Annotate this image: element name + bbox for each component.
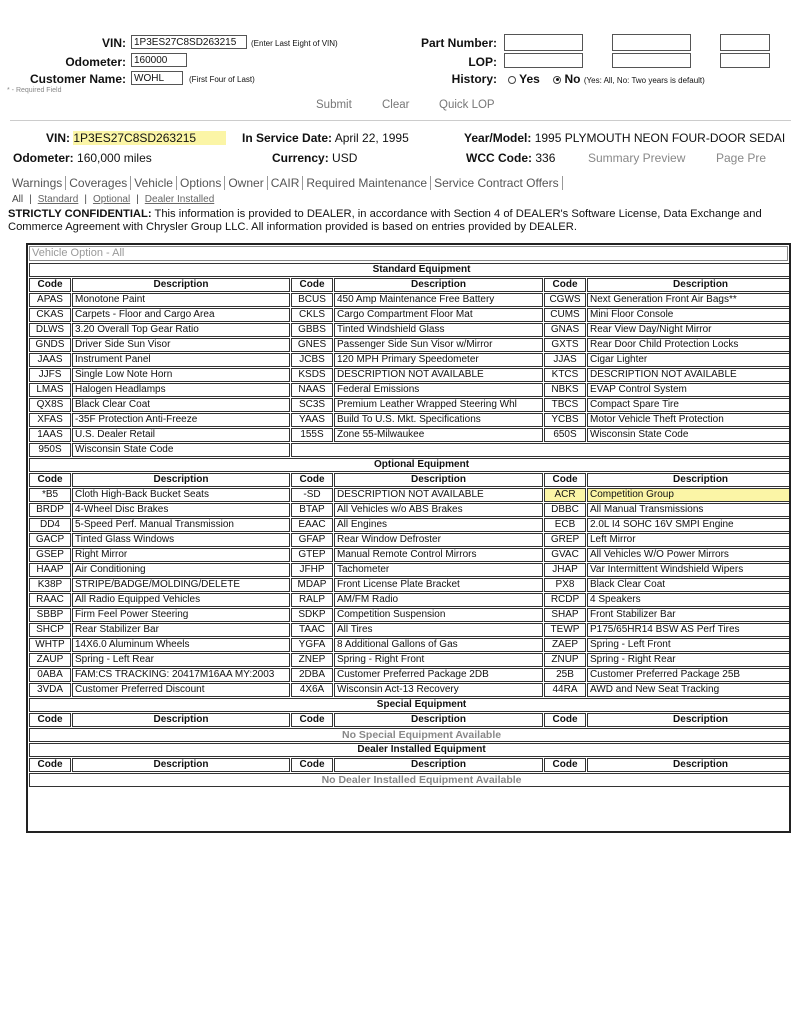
option-description: Front Stabilizer Bar bbox=[587, 608, 791, 622]
option-code: GNDS bbox=[29, 338, 71, 352]
col-code-header: Code bbox=[29, 278, 71, 292]
option-description: Black Clear Coat bbox=[587, 578, 791, 592]
option-code: 155S bbox=[291, 428, 333, 442]
option-code: GSEP bbox=[29, 548, 71, 562]
page-preview-link[interactable]: Page Pre bbox=[716, 151, 767, 165]
option-code: 25B bbox=[544, 668, 586, 682]
subtab-dealer-installed[interactable]: Dealer Installed bbox=[144, 194, 215, 205]
option-code: LMAS bbox=[29, 383, 71, 397]
empty-row bbox=[29, 773, 791, 787]
option-description: 4-Wheel Disc Brakes bbox=[72, 503, 290, 517]
col-code-header: Code bbox=[29, 473, 71, 487]
option-description: Cloth High-Back Bucket Seats bbox=[72, 488, 290, 502]
customer-name-label: Customer Name: bbox=[29, 72, 126, 86]
option-description: Monotone Paint bbox=[72, 293, 290, 307]
option-code: YGFA bbox=[291, 638, 333, 652]
option-description: All Engines bbox=[334, 518, 543, 532]
summary-vin bbox=[46, 131, 226, 145]
odometer-label: Odometer: bbox=[65, 55, 126, 69]
customer-name-note: (First Four of Last) bbox=[189, 75, 255, 84]
option-code: WHTP bbox=[29, 638, 71, 652]
wcc-value: 336 bbox=[535, 151, 556, 165]
part-number-input-3[interactable] bbox=[720, 34, 770, 51]
table-title: Vehicle Option - All bbox=[29, 246, 788, 261]
option-code: GREP bbox=[544, 533, 586, 547]
option-code: JCBS bbox=[291, 353, 333, 367]
option-code: SHCP bbox=[29, 623, 71, 637]
table-row bbox=[29, 593, 791, 607]
option-code: XFAS bbox=[29, 413, 71, 427]
vehicle-option-table bbox=[26, 243, 791, 833]
section-title: Special Equipment bbox=[29, 698, 791, 712]
summary-odometer-value: 160,000 miles bbox=[77, 151, 152, 165]
option-code: ZAUP bbox=[29, 653, 71, 667]
col-code-header: Code bbox=[291, 473, 333, 487]
option-description: Rear Stabilizer Bar bbox=[72, 623, 290, 637]
option-description: -35F Protection Anti-Freeze bbox=[72, 413, 290, 427]
option-code: JFHP bbox=[291, 563, 333, 577]
lop-label: LOP: bbox=[468, 55, 497, 69]
option-description: Firm Feel Power Steering bbox=[72, 608, 290, 622]
currency-value: USD bbox=[332, 151, 358, 165]
option-code: CGWS bbox=[544, 293, 586, 307]
history-label: History: bbox=[451, 72, 497, 86]
option-description: Next Generation Front Air Bags** bbox=[587, 293, 791, 307]
history-yes-label: Yes bbox=[519, 72, 540, 86]
column-header-row bbox=[29, 713, 791, 727]
subtab-optional[interactable]: Optional bbox=[92, 194, 131, 205]
column-header-row bbox=[29, 758, 791, 772]
option-description: STRIPE/BADGE/MOLDING/DELETE bbox=[72, 578, 290, 592]
option-description: Cargo Compartment Floor Mat bbox=[334, 308, 543, 322]
option-code: GFAP bbox=[291, 533, 333, 547]
option-description: All Vehicles W/O Power Mirrors bbox=[587, 548, 791, 562]
option-description: Right Mirror bbox=[72, 548, 290, 562]
option-description: Competition Group bbox=[587, 488, 791, 502]
summary-service-date bbox=[242, 131, 409, 145]
col-code-header: Code bbox=[29, 713, 71, 727]
option-description: EVAP Control System bbox=[587, 383, 791, 397]
col-code-header: Code bbox=[544, 713, 586, 727]
option-code: 0ABA bbox=[29, 668, 71, 682]
option-description: DESCRIPTION NOT AVAILABLE bbox=[334, 488, 543, 502]
year-model-value: 1995 PLYMOUTH NEON FOUR-DOOR SEDAI bbox=[534, 131, 786, 145]
option-code: YCBS bbox=[544, 413, 586, 427]
option-code: JJFS bbox=[29, 368, 71, 382]
table-row bbox=[29, 548, 791, 562]
no-equipment-message: No Dealer Installed Equipment Available bbox=[29, 773, 791, 787]
option-code: PX8 bbox=[544, 578, 586, 592]
option-code: GNES bbox=[291, 338, 333, 352]
option-code: *B5 bbox=[29, 488, 71, 502]
col-description-header: Description bbox=[587, 713, 791, 727]
col-description-header: Description bbox=[587, 758, 791, 772]
tab-owner[interactable]: Owner bbox=[225, 176, 267, 190]
option-code: CUMS bbox=[544, 308, 586, 322]
vin-input[interactable]: 1P3ES27C8SD263215 bbox=[131, 35, 247, 49]
option-code: SHAP bbox=[544, 608, 586, 622]
option-description: Var Intermittent Windshield Wipers bbox=[587, 563, 791, 577]
options-table bbox=[28, 262, 791, 788]
subtab-standard[interactable]: Standard bbox=[37, 194, 79, 205]
col-description-header: Description bbox=[334, 278, 543, 292]
tab-warnings[interactable]: Warnings bbox=[12, 176, 66, 190]
option-code: K38P bbox=[29, 578, 71, 592]
year-model-label: Year/Model: bbox=[464, 131, 532, 145]
col-description-header: Description bbox=[587, 473, 791, 487]
column-header-row bbox=[29, 473, 791, 487]
section-title: Dealer Installed Equipment bbox=[29, 743, 791, 757]
option-description: FAM:CS TRACKING: 20417M16AA MY:2003 bbox=[72, 668, 290, 682]
option-description: All Tires bbox=[334, 623, 543, 637]
option-description: Spring - Left Rear bbox=[72, 653, 290, 667]
table-row bbox=[29, 308, 791, 322]
section-header-row bbox=[29, 698, 791, 712]
col-description-header: Description bbox=[334, 473, 543, 487]
option-description: All Manual Transmissions bbox=[587, 503, 791, 517]
option-description: Passenger Side Sun Visor w/Mirror bbox=[334, 338, 543, 352]
option-code: ZNUP bbox=[544, 653, 586, 667]
option-description: Compact Spare Tire bbox=[587, 398, 791, 412]
col-code-header: Code bbox=[291, 713, 333, 727]
table-row bbox=[29, 368, 791, 382]
option-description: Zone 55-Milwaukee bbox=[334, 428, 543, 442]
option-description: Air Conditioning bbox=[72, 563, 290, 577]
table-row bbox=[29, 323, 791, 337]
option-code: GNAS bbox=[544, 323, 586, 337]
option-description: Wisconsin State Code bbox=[72, 443, 290, 457]
option-description: Tinted Glass Windows bbox=[72, 533, 290, 547]
tab-service-contract-offers[interactable]: Service Contract Offers bbox=[431, 176, 563, 190]
option-description: Black Clear Coat bbox=[72, 398, 290, 412]
section-header-row bbox=[29, 458, 791, 472]
option-code: SDKP bbox=[291, 608, 333, 622]
option-code: GVAC bbox=[544, 548, 586, 562]
option-description: P175/65HR14 BSW AS Perf Tires bbox=[587, 623, 791, 637]
option-subtabs: All | Standard | Optional | Dealer Installed bbox=[12, 194, 215, 205]
option-code: 3VDA bbox=[29, 683, 71, 697]
table-row bbox=[29, 443, 791, 457]
option-description: All Vehicles w/o ABS Brakes bbox=[334, 503, 543, 517]
option-description: Build To U.S. Mkt. Specifications bbox=[334, 413, 543, 427]
option-code: GTEP bbox=[291, 548, 333, 562]
table-row bbox=[29, 653, 791, 667]
option-code: KSDS bbox=[291, 368, 333, 382]
option-code: DBBC bbox=[544, 503, 586, 517]
option-code: 4X6A bbox=[291, 683, 333, 697]
option-code: CKAS bbox=[29, 308, 71, 322]
col-description-header: Description bbox=[72, 278, 290, 292]
divider bbox=[10, 120, 791, 121]
option-code: SBBP bbox=[29, 608, 71, 622]
option-description: Spring - Right Rear bbox=[587, 653, 791, 667]
option-description: Carpets - Floor and Cargo Area bbox=[72, 308, 290, 322]
tab-cair[interactable]: CAIR bbox=[268, 176, 304, 190]
option-description: U.S. Dealer Retail bbox=[72, 428, 290, 442]
table-row bbox=[29, 338, 791, 352]
summary-currency bbox=[272, 151, 357, 165]
option-description: Mini Floor Console bbox=[587, 308, 791, 322]
table-row bbox=[29, 413, 791, 427]
col-description-header: Description bbox=[587, 278, 791, 292]
currency-label: Currency: bbox=[272, 151, 329, 165]
section-header-row bbox=[29, 743, 791, 757]
table-row bbox=[29, 383, 791, 397]
history-no-label: No bbox=[564, 72, 581, 86]
lop-input-3[interactable] bbox=[720, 53, 770, 68]
col-code-header: Code bbox=[544, 758, 586, 772]
option-description: AWD and New Seat Tracking bbox=[587, 683, 791, 697]
col-code-header: Code bbox=[291, 758, 333, 772]
service-date-value: April 22, 1995 bbox=[334, 131, 409, 145]
summary-vin-value: 1P3ES27C8SD263215 bbox=[73, 131, 226, 145]
option-code: ZAEP bbox=[544, 638, 586, 652]
option-code: RALP bbox=[291, 593, 333, 607]
section-header-row bbox=[29, 263, 791, 277]
option-code: GXTS bbox=[544, 338, 586, 352]
col-code-header: Code bbox=[544, 473, 586, 487]
option-code: RCDP bbox=[544, 593, 586, 607]
option-code: GACP bbox=[29, 533, 71, 547]
subtab-all[interactable]: All bbox=[12, 194, 24, 205]
option-description: Front License Plate Bracket bbox=[334, 578, 543, 592]
option-code: 950S bbox=[29, 443, 71, 457]
lop-input-2[interactable] bbox=[612, 53, 691, 68]
table-row bbox=[29, 563, 791, 577]
table-row bbox=[29, 683, 791, 697]
section-title: Optional Equipment bbox=[29, 458, 791, 472]
option-code: TAAC bbox=[291, 623, 333, 637]
option-code: KTCS bbox=[544, 368, 586, 382]
option-code: TBCS bbox=[544, 398, 586, 412]
customer-name-input[interactable]: WOHL bbox=[131, 71, 183, 85]
service-date-label: In Service Date: bbox=[242, 131, 333, 145]
option-description: Customer Preferred Package 2DB bbox=[334, 668, 543, 682]
option-code: JJAS bbox=[544, 353, 586, 367]
option-description: 2.0L I4 SOHC 16V SMPI Engine bbox=[587, 518, 791, 532]
col-description-header: Description bbox=[72, 713, 290, 727]
history-options bbox=[508, 72, 705, 86]
lop-input-1[interactable] bbox=[504, 53, 583, 68]
option-code: ZNEP bbox=[291, 653, 333, 667]
history-yes-radio[interactable] bbox=[508, 76, 516, 84]
option-code: CKLS bbox=[291, 308, 333, 322]
option-code: DD4 bbox=[29, 518, 71, 532]
option-description: Instrument Panel bbox=[72, 353, 290, 367]
section-title: Standard Equipment bbox=[29, 263, 791, 277]
option-code: BCUS bbox=[291, 293, 333, 307]
summary-wcc bbox=[466, 151, 555, 165]
option-description: Customer Preferred Discount bbox=[72, 683, 290, 697]
summary-odometer-label: Odometer: bbox=[13, 151, 74, 165]
option-description: 4 Speakers bbox=[587, 593, 791, 607]
option-description: DESCRIPTION NOT AVAILABLE bbox=[334, 368, 543, 382]
option-description: Driver Side Sun Visor bbox=[72, 338, 290, 352]
option-description: All Radio Equipped Vehicles bbox=[72, 593, 290, 607]
history-note: (Yes: All, No: Two years is default) bbox=[583, 76, 705, 85]
summary-vin-label: VIN: bbox=[46, 131, 70, 145]
table-row bbox=[29, 623, 791, 637]
empty-cell bbox=[291, 443, 791, 457]
option-code: 650S bbox=[544, 428, 586, 442]
option-code: -SD bbox=[291, 488, 333, 502]
table-row bbox=[29, 353, 791, 367]
col-description-header: Description bbox=[72, 473, 290, 487]
option-code: JAAS bbox=[29, 353, 71, 367]
option-code: MDAP bbox=[291, 578, 333, 592]
required-field-note: * - Required Field bbox=[7, 87, 62, 94]
part-number-input-2[interactable] bbox=[612, 34, 691, 51]
option-code: ACR bbox=[544, 488, 586, 502]
option-description: Rear Door Child Protection Locks bbox=[587, 338, 791, 352]
option-description: Left Mirror bbox=[587, 533, 791, 547]
option-description: Tinted Windshield Glass bbox=[334, 323, 543, 337]
table-row bbox=[29, 293, 791, 307]
option-code: BRDP bbox=[29, 503, 71, 517]
tab-required-maintenance[interactable]: Required Maintenance bbox=[303, 176, 431, 190]
option-code: 44RA bbox=[544, 683, 586, 697]
option-code: NBKS bbox=[544, 383, 586, 397]
option-description: Tachometer bbox=[334, 563, 543, 577]
table-row bbox=[29, 428, 791, 442]
table-row bbox=[29, 398, 791, 412]
table-row bbox=[29, 533, 791, 547]
col-description-header: Description bbox=[334, 758, 543, 772]
column-header-row bbox=[29, 278, 791, 292]
option-description: Rear View Day/Night Mirror bbox=[587, 323, 791, 337]
table-row bbox=[29, 578, 791, 592]
summary-odometer bbox=[13, 151, 152, 165]
empty-row bbox=[29, 728, 791, 742]
table-row bbox=[29, 488, 791, 502]
quick-lop-button[interactable]: Quick LOP bbox=[439, 99, 495, 111]
confidential-label: STRICTLY CONFIDENTIAL: bbox=[8, 208, 152, 220]
option-code: SC3S bbox=[291, 398, 333, 412]
option-description: Single Low Note Horn bbox=[72, 368, 290, 382]
option-description: Federal Emissions bbox=[334, 383, 543, 397]
col-description-header: Description bbox=[72, 758, 290, 772]
option-description: Customer Preferred Package 25B bbox=[587, 668, 791, 682]
option-description: DESCRIPTION NOT AVAILABLE bbox=[587, 368, 791, 382]
vin-note: (Enter Last Eight of VIN) bbox=[251, 39, 338, 48]
option-description: 8 Additional Gallons of Gas bbox=[334, 638, 543, 652]
table-row bbox=[29, 668, 791, 682]
table-row bbox=[29, 638, 791, 652]
main-tabs bbox=[12, 176, 563, 190]
part-number-label: Part Number: bbox=[420, 36, 497, 50]
table-row bbox=[29, 608, 791, 622]
option-description: Competition Suspension bbox=[334, 608, 543, 622]
col-code-header: Code bbox=[544, 278, 586, 292]
tab-coverages[interactable]: Coverages bbox=[66, 176, 131, 190]
clear-button[interactable]: Clear bbox=[382, 99, 410, 111]
option-description: Premium Leather Wrapped Steering Whl bbox=[334, 398, 543, 412]
option-code: ECB bbox=[544, 518, 586, 532]
history-no-radio[interactable] bbox=[553, 76, 561, 84]
option-code: 2DBA bbox=[291, 668, 333, 682]
option-code: EAAC bbox=[291, 518, 333, 532]
odometer-input[interactable]: 160000 bbox=[131, 53, 187, 67]
option-description: 450 Amp Maintenance Free Battery bbox=[334, 293, 543, 307]
option-description: Wisconsin Act-13 Recovery bbox=[334, 683, 543, 697]
option-code: QX8S bbox=[29, 398, 71, 412]
col-description-header: Description bbox=[334, 713, 543, 727]
confidential-notice bbox=[8, 208, 778, 234]
confidential-text: This information is provided to DEALER, in accordance with Section 4 of DEALER's Software License, Data Exchange and Commerce Agreement with Chrysler Group LLC. All information provided is based on entries provided by DEALER. bbox=[8, 208, 762, 233]
option-code: NAAS bbox=[291, 383, 333, 397]
option-description: Cigar Lighter bbox=[587, 353, 791, 367]
option-description: Manual Remote Control Mirrors bbox=[334, 548, 543, 562]
option-code: TEWP bbox=[544, 623, 586, 637]
option-code: DLWS bbox=[29, 323, 71, 337]
option-code: GBBS bbox=[291, 323, 333, 337]
option-code: HAAP bbox=[29, 563, 71, 577]
option-description: Spring - Right Front bbox=[334, 653, 543, 667]
option-description: 14X6.0 Aluminum Wheels bbox=[72, 638, 290, 652]
option-description: AM/FM Radio bbox=[334, 593, 543, 607]
wcc-label: WCC Code: bbox=[466, 151, 532, 165]
option-description: 120 MPH Primary Speedometer bbox=[334, 353, 543, 367]
option-description: Halogen Headlamps bbox=[72, 383, 290, 397]
option-description: Wisconsin State Code bbox=[587, 428, 791, 442]
part-number-input-1[interactable] bbox=[504, 34, 583, 51]
option-code: BTAP bbox=[291, 503, 333, 517]
option-code: 1AAS bbox=[29, 428, 71, 442]
summary-preview-link[interactable]: Summary Preview bbox=[588, 151, 686, 165]
table-row bbox=[29, 503, 791, 517]
option-description: 3.20 Overall Top Gear Ratio bbox=[72, 323, 290, 337]
submit-button[interactable]: Submit bbox=[316, 99, 352, 111]
option-description: 5-Speed Perf. Manual Transmission bbox=[72, 518, 290, 532]
option-code: JHAP bbox=[544, 563, 586, 577]
option-code: YAAS bbox=[291, 413, 333, 427]
summary-year-model bbox=[464, 131, 791, 145]
option-description: Motor Vehicle Theft Protection bbox=[587, 413, 791, 427]
option-description: Spring - Left Front bbox=[587, 638, 791, 652]
vin-label: VIN: bbox=[102, 36, 126, 50]
col-code-header: Code bbox=[29, 758, 71, 772]
option-code: APAS bbox=[29, 293, 71, 307]
tab-vehicle[interactable]: Vehicle bbox=[131, 176, 177, 190]
option-code: RAAC bbox=[29, 593, 71, 607]
col-code-header: Code bbox=[291, 278, 333, 292]
no-equipment-message: No Special Equipment Available bbox=[29, 728, 791, 742]
tab-options[interactable]: Options bbox=[177, 176, 225, 190]
table-row bbox=[29, 518, 791, 532]
option-description: Rear Window Defroster bbox=[334, 533, 543, 547]
